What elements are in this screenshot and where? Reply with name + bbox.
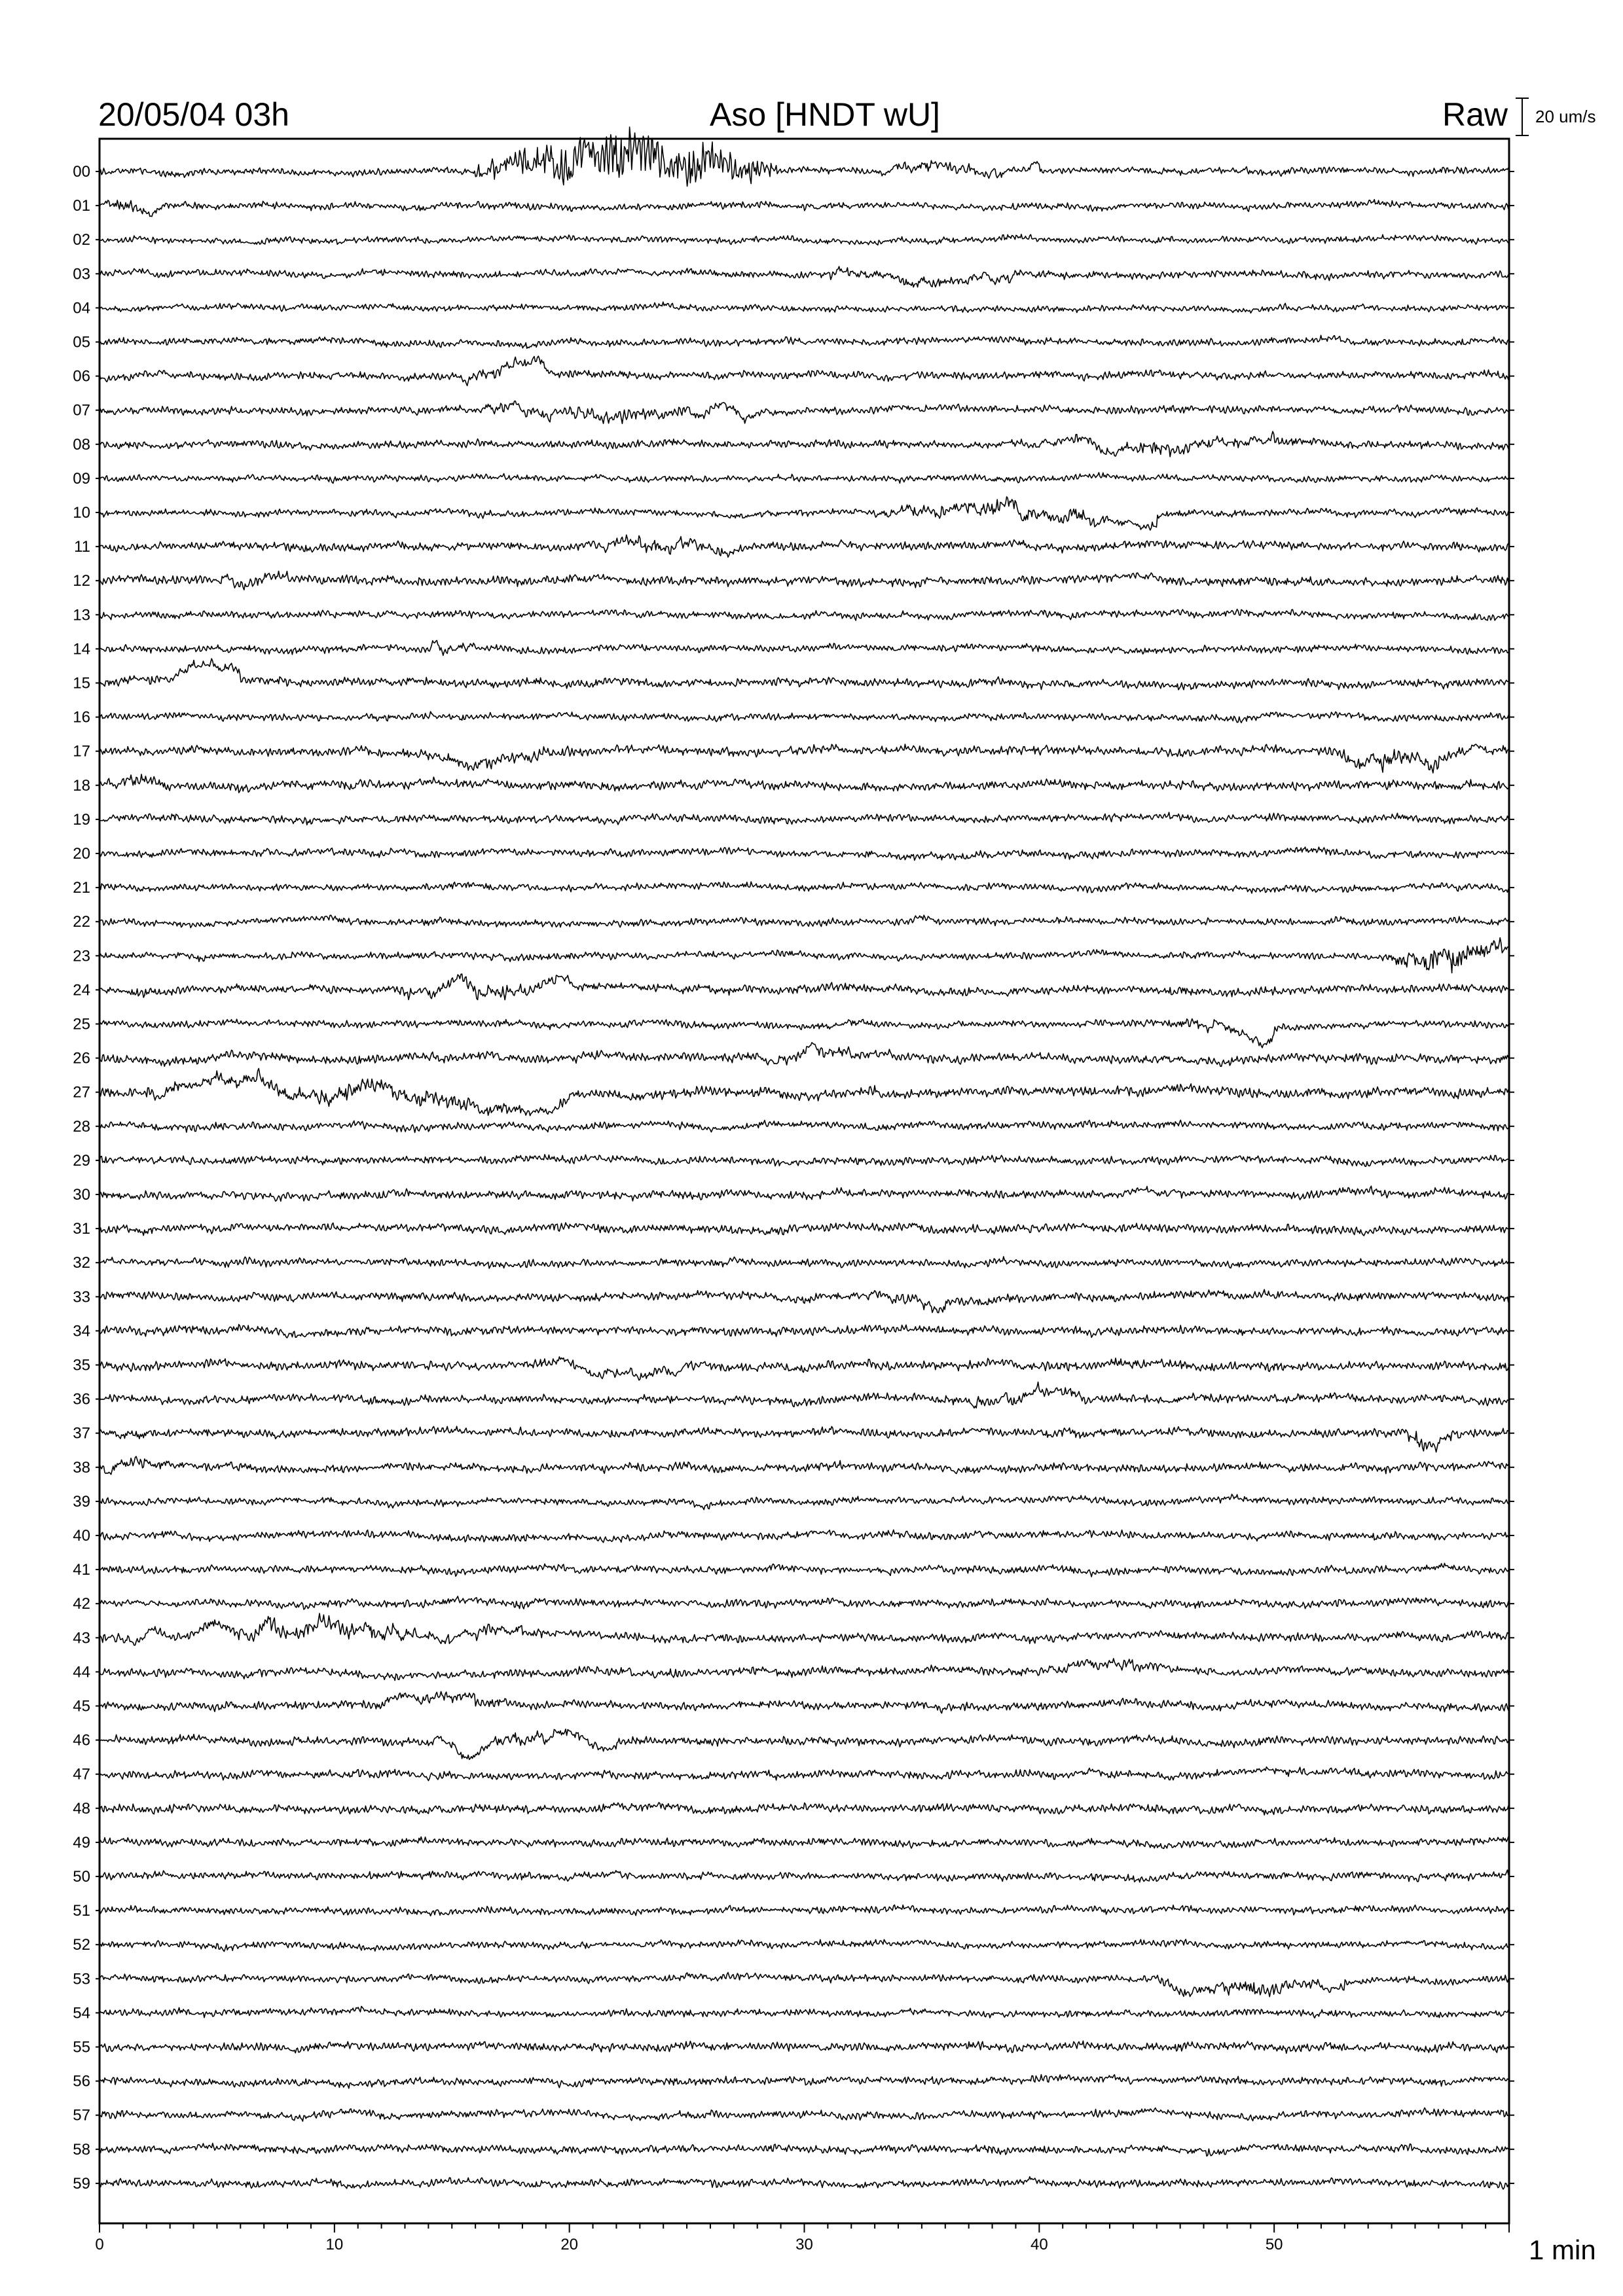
trace-row-29 xyxy=(100,1155,1508,1166)
row-label-03: 03 xyxy=(73,265,90,283)
station-title: Aso [HNDT wU] xyxy=(710,96,940,133)
trace-row-23 xyxy=(100,938,1508,973)
trace-row-13 xyxy=(100,609,1508,620)
row-label-26: 26 xyxy=(73,1049,90,1067)
trace-row-47 xyxy=(100,1767,1508,1781)
row-label-09: 09 xyxy=(73,469,90,488)
row-label-31: 31 xyxy=(73,1220,90,1238)
trace-row-44 xyxy=(100,1659,1508,1681)
trace-row-07 xyxy=(100,401,1508,424)
amplitude-scale-label: 20 um/s xyxy=(1535,107,1596,126)
row-label-group xyxy=(73,163,1514,2193)
trace-row-14 xyxy=(100,641,1508,656)
trace-row-56 xyxy=(100,2075,1508,2089)
trace-row-01 xyxy=(100,200,1508,217)
trace-row-27 xyxy=(100,1068,1508,1115)
trace-row-22 xyxy=(100,915,1508,927)
row-label-44: 44 xyxy=(73,1663,90,1681)
trace-row-04 xyxy=(100,302,1508,313)
trace-row-55 xyxy=(100,2041,1508,2053)
row-label-34: 34 xyxy=(73,1322,90,1340)
mode-label: Raw xyxy=(1442,96,1508,133)
row-label-21: 21 xyxy=(73,879,90,897)
trace-row-00 xyxy=(100,127,1508,187)
row-label-58: 58 xyxy=(73,2140,90,2159)
trace-row-58 xyxy=(100,2144,1508,2157)
x-axis xyxy=(95,2223,1596,2265)
trace-row-49 xyxy=(100,1837,1508,1848)
row-label-50: 50 xyxy=(73,1868,90,1886)
row-label-05: 05 xyxy=(73,333,90,351)
trace-row-43 xyxy=(100,1613,1508,1645)
row-label-14: 14 xyxy=(73,640,90,658)
row-label-32: 32 xyxy=(73,1254,90,1272)
trace-row-42 xyxy=(100,1596,1508,1609)
trace-row-35 xyxy=(100,1357,1508,1380)
x-tick-label: 0 xyxy=(95,2236,104,2253)
row-label-37: 37 xyxy=(73,1424,90,1443)
trace-row-37 xyxy=(100,1426,1508,1452)
trace-row-28 xyxy=(100,1120,1508,1132)
trace-row-11 xyxy=(100,535,1508,557)
row-label-36: 36 xyxy=(73,1390,90,1408)
trace-row-09 xyxy=(100,473,1508,483)
row-label-39: 39 xyxy=(73,1492,90,1511)
trace-row-19 xyxy=(100,812,1508,825)
row-label-47: 47 xyxy=(73,1765,90,1784)
trace-row-02 xyxy=(100,234,1508,245)
trace-row-50 xyxy=(100,1870,1508,1882)
row-label-12: 12 xyxy=(73,572,90,590)
trace-row-08 xyxy=(100,431,1508,457)
row-label-59: 59 xyxy=(73,2174,90,2193)
trace-row-06 xyxy=(100,356,1508,386)
row-label-48: 48 xyxy=(73,1799,90,1818)
row-label-29: 29 xyxy=(73,1151,90,1170)
trace-row-20 xyxy=(100,847,1508,860)
row-label-54: 54 xyxy=(73,2004,90,2022)
trace-row-25 xyxy=(100,1019,1508,1048)
trace-row-30 xyxy=(100,1186,1508,1201)
x-axis-unit-label: 1 min xyxy=(1529,2234,1596,2265)
trace-row-16 xyxy=(100,711,1508,723)
row-label-24: 24 xyxy=(73,981,90,999)
trace-row-18 xyxy=(100,774,1508,793)
trace-row-36 xyxy=(100,1382,1508,1408)
row-label-51: 51 xyxy=(73,1902,90,1920)
row-label-08: 08 xyxy=(73,435,90,454)
trace-row-52 xyxy=(100,1939,1508,1951)
x-tick-label: 40 xyxy=(1030,2236,1048,2253)
trace-row-46 xyxy=(100,1729,1508,1759)
trace-row-17 xyxy=(100,744,1508,773)
x-tick-label: 50 xyxy=(1265,2236,1283,2253)
trace-row-59 xyxy=(100,2177,1508,2189)
row-label-07: 07 xyxy=(73,401,90,420)
trace-row-12 xyxy=(100,571,1508,590)
trace-row-33 xyxy=(100,1289,1508,1313)
row-label-27: 27 xyxy=(73,1083,90,1102)
trace-row-40 xyxy=(100,1530,1508,1542)
row-label-41: 41 xyxy=(73,1561,90,1579)
row-label-52: 52 xyxy=(73,1936,90,1954)
row-label-04: 04 xyxy=(73,299,90,317)
row-label-16: 16 xyxy=(73,708,90,726)
trace-row-21 xyxy=(100,882,1508,893)
row-label-46: 46 xyxy=(73,1731,90,1749)
trace-row-45 xyxy=(100,1691,1508,1713)
trace-row-48 xyxy=(100,1803,1508,1815)
trace-row-31 xyxy=(100,1223,1508,1236)
row-label-33: 33 xyxy=(73,1288,90,1306)
row-label-42: 42 xyxy=(73,1595,90,1613)
trace-row-26 xyxy=(100,1043,1508,1066)
trace-row-32 xyxy=(100,1257,1508,1268)
row-label-40: 40 xyxy=(73,1527,90,1545)
x-tick-label: 30 xyxy=(795,2236,813,2253)
row-label-28: 28 xyxy=(73,1117,90,1136)
row-label-19: 19 xyxy=(73,810,90,829)
trace-row-51 xyxy=(100,1905,1508,1916)
row-label-57: 57 xyxy=(73,2106,90,2125)
trace-row-24 xyxy=(100,974,1508,999)
row-label-56: 56 xyxy=(73,2072,90,2090)
x-tick-label: 10 xyxy=(325,2236,344,2253)
row-label-00: 00 xyxy=(73,163,90,181)
trace-row-03 xyxy=(100,266,1508,287)
row-label-15: 15 xyxy=(73,674,90,692)
row-label-17: 17 xyxy=(73,742,90,761)
row-label-25: 25 xyxy=(73,1015,90,1033)
row-label-10: 10 xyxy=(73,504,90,522)
trace-row-15 xyxy=(100,658,1508,690)
trace-row-34 xyxy=(100,1325,1508,1338)
trace-row-38 xyxy=(100,1456,1508,1475)
row-label-01: 01 xyxy=(73,197,90,215)
trace-row-10 xyxy=(100,497,1508,530)
trace-row-41 xyxy=(100,1563,1508,1577)
trace-row-54 xyxy=(100,2006,1508,2018)
row-label-18: 18 xyxy=(73,776,90,795)
row-label-13: 13 xyxy=(73,606,90,624)
trace-group xyxy=(100,127,1508,2189)
trace-row-53 xyxy=(100,1973,1508,1997)
row-label-43: 43 xyxy=(73,1629,90,1647)
row-label-55: 55 xyxy=(73,2038,90,2056)
trace-row-39 xyxy=(100,1494,1508,1510)
row-label-23: 23 xyxy=(73,947,90,965)
row-label-38: 38 xyxy=(73,1458,90,1477)
trace-row-57 xyxy=(100,2108,1508,2122)
row-label-49: 49 xyxy=(73,1833,90,1852)
row-label-11: 11 xyxy=(74,538,90,556)
row-label-53: 53 xyxy=(73,1970,90,1988)
amplitude-scale-bar xyxy=(1516,98,1529,135)
row-label-35: 35 xyxy=(73,1356,90,1374)
row-label-06: 06 xyxy=(73,367,90,386)
date-hour-label: 20/05/04 03h xyxy=(98,96,289,133)
row-label-45: 45 xyxy=(73,1697,90,1715)
row-label-02: 02 xyxy=(73,231,90,249)
row-label-22: 22 xyxy=(73,913,90,931)
row-label-20: 20 xyxy=(73,845,90,863)
trace-row-05 xyxy=(100,335,1508,348)
row-label-30: 30 xyxy=(73,1186,90,1204)
x-tick-label: 20 xyxy=(560,2236,579,2253)
